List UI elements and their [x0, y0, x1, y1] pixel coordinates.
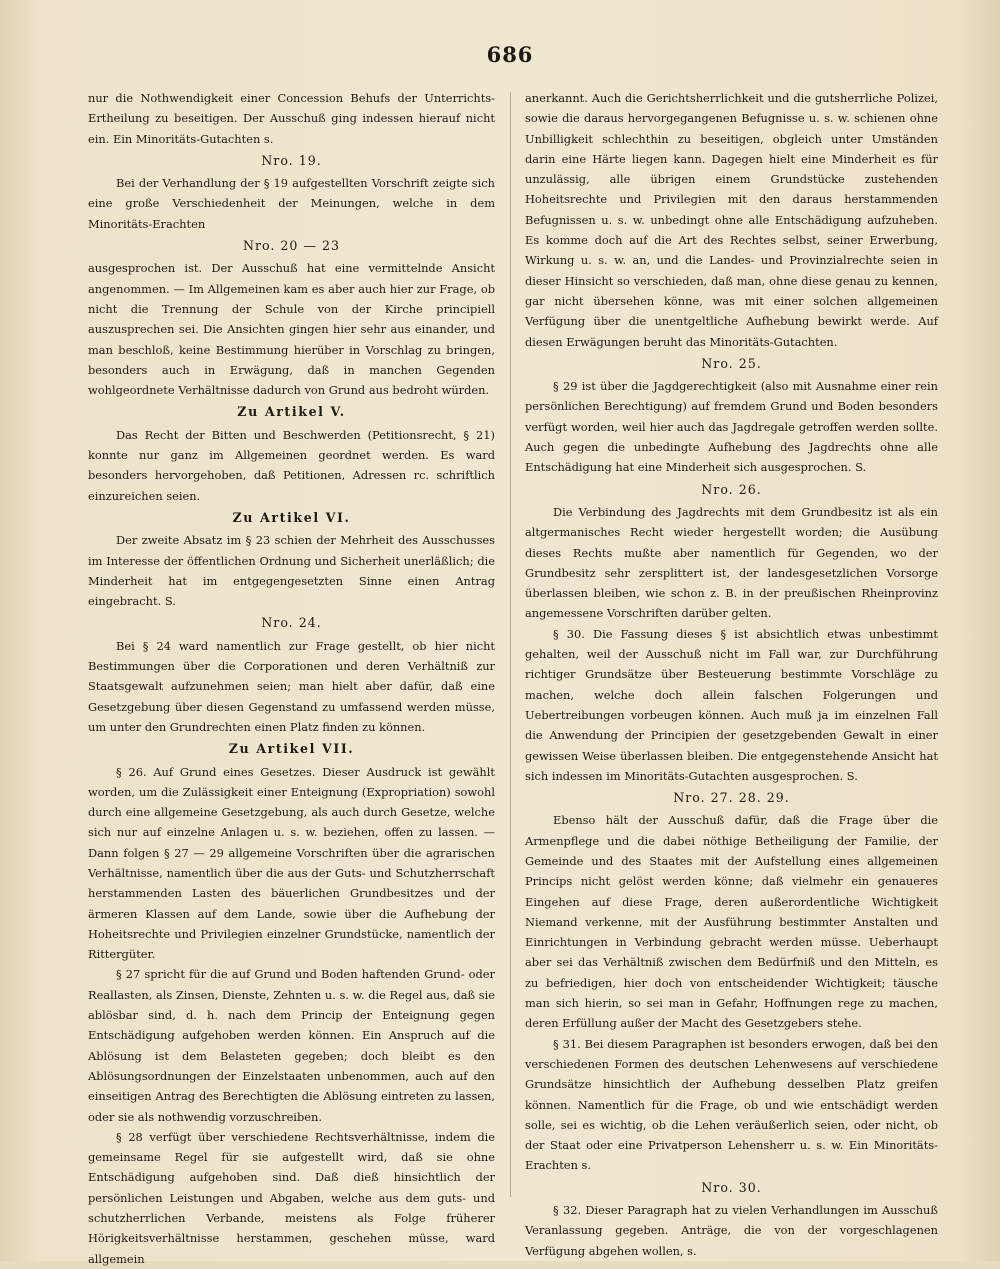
section-number-heading: Nro. 25.: [701, 355, 762, 371]
paragraph: ausgesprochen ist. Der Ausschuß hat eine vermittelnde Ansicht angenommen. — Im Allgemeinen kam es aber auch hier zur Frage, ob nicht die Trennung der Schule von der Kirche principiell auszusprechen sei. Die Ansichten gingen hier sehr aus einander, und man beschloß, keine Bestimmung hierüber in Vorschlag zu bringen, besonders auch in Erwägung, daß in manchen Gegenden wohlgeordnete Verhältnisse dadurch von Grund aus bedroht würden.: [88, 261, 495, 398]
paragraph: Das Recht der Bitten und Beschwerden (Petitionsrecht, § 21) konnte nur ganz im Allgemeinen geordnet werden. Es ward besonders hervorgehoben, daß Petitionen, Adressen rc. schriftlich einzureichen seien.: [88, 427, 495, 503]
page-number: 686: [486, 42, 534, 67]
section-number-heading: Nro. 26.: [701, 481, 762, 497]
section-number-heading: Nro. 27. 28. 29.: [673, 790, 790, 806]
paragraph: Bei § 24 ward namentlich zur Frage gestellt, ob hier nicht Bestimmungen über die Corporationen und deren Verhältniß zur Staatsgewalt aufzunehmen seien; man hielt aber dafür, daß eine Gesetzgebung über diesen Gegenstand zu umfassend werden müsse, um unter den Grundrechten einen Platz finden zu können.: [88, 638, 495, 734]
article-heading: Zu Artikel V.: [237, 404, 346, 420]
right-column: [525, 88, 938, 1261]
paragraph: nur die Nothwendigkeit einer Concession Behufs der Unterrichts-Ertheilung zu beseitigen. Der Ausschuß ging indessen hierauf nicht ein. Ein Minoritäts-Gutachten s.: [88, 91, 495, 146]
paragraph: § 30. Die Fassung dieses § ist absichtlich etwas unbestimmt gehalten, weil der Ausschuß nicht im Fall war, zur Durchführung richtiger Grundsätze über Besteuerung bestimmte Vorschläge zu machen, welche doch allein falschen Folgerungen und Uebertreibungen vorbeugen können. Auch muß ja im einzelnen Fall die Anwendung der Principien der gesetzgebenden Gewalt in einer gewissen Weise überlassen bleiben. Die entgegenstehende Ansicht hat sich indessen im Minoritäts-Gutachten ausgesprochen. S.: [525, 626, 938, 783]
paragraph: § 27 spricht für die auf Grund und Boden haftenden Grund- oder Reallasten, als Zinsen, Dienste, Zehnten u. s. w. die Regel aus, daß sie ablösbar sind, d. h. nach dem Princip der Enteignung gegen Entschädigung aufgehoben werden können. Ein Anspruch auf die Ablösung ist dem Belasteten gegeben; doch bleibt es den Ablösungsordnungen der Einzelstaaten unbenommen, auch auf den einseitigen Antrag des Berechtigten die Ablösung eintreten zu lassen, oder sie als nothwendig vorzuschreiben.: [88, 967, 495, 1124]
section-number-heading: Nro. 24.: [261, 615, 322, 631]
paragraph: Der zweite Absatz im § 23 schien der Mehrheit des Ausschusses im Interesse der öffentlichen Ordnung und Sicherheit unerläßlich; die Minderheit hat im entgegengesetzten Sinne einen Antrag eingebracht. S.: [88, 533, 495, 609]
article-heading: Zu Artikel VI.: [232, 509, 351, 525]
left-column: [88, 88, 495, 1269]
paragraph: anerkannt. Auch die Gerichtsherrlichkeit und die gutsherrliche Polizei, sowie die daraus hervorgegangenen Befugnisse u. s. w. schienen ohne Unbilligkeit schlechthin zu beseitigen, obgleich unter Umständen darin eine Härte liegen kann. Dagegen hielt eine Minderheit es für unzulässig, alle übrigen einem Grundstücke zustehenden Hoheitsrechte und Privilegien mit den daraus herstammenden Befugnissen u. s. w. unbedingt ohne alle Entschädigung aufzuheben. Es komme doch auf die Art des Rechtes selbst, seiner Erwerbung, Wirkung u. s. w. an, und die Landes- und Provinzialrechte seien in dieser Hinsicht so verschieden, daß man, ohne diese genau zu kennen, gar nicht übersehen könne, was mit einer solchen allgemeinen Verfügung über die unentgeltliche Aufhebung bewirkt werde. Auf diesen Erwägungen beruht das Minoritäts-Gutachten.: [525, 91, 938, 349]
paragraph: § 28 verfügt über verschiedene Rechtsverhältnisse, indem die gemeinsame Regel für sie aufgestellt wird, daß sie ohne Entschädigung aufgehoben sind. Daß dieß hinsichtlich der persönlichen Leistungen und Abgaben, welche aus dem guts- und schutzherrlichen Verbande, meistens als Folge früherer Hörigkeitsverhältnisse herstammen, geschehen müsse, ward allgemein: [88, 1129, 495, 1266]
section-number-heading: Nro. 20 — 23: [242, 238, 341, 254]
paragraph: Die Verbindung des Jagdrechts mit dem Grundbesitz ist als ein altgermanisches Recht wieder hergestellt worden; die Ausübung dieses Rechts mußte aber namentlich für Gegenden, wo der Grundbesitz sehr zersplittert ist, der landesgesetzlichen Vorsorge überlassen bleiben, wie schon z. B. in der preußischen Rheinprovinz angemessene Vorschriften darüber gelten.: [525, 504, 938, 621]
column-divider: [510, 92, 511, 1197]
paragraph: § 26. Auf Grund eines Gesetzes. Dieser Ausdruck ist gewählt worden, um die Zulässigkeit einer Enteignung (Expropriation) sowohl durch eine allgemeine Gesetzgebung, als auch durch Gesetze, welche sich nur auf einzelne Anlagen u. s. w. beziehen, offen zu lassen. — Dann folgen § 27 — 29 allgemeine Vorschriften über die agrarischen Verhältnisse, namentlich über die aus der Guts- und Schutzherrschaft herstammenden Lasten des bäuerlichen Grundbesitzes und der ärmeren Klassen auf dem Lande, sowie über die Aufhebung der Hoheitsrechte und Privilegien einzelner Grundstücke, namentlich der Rittergüter.: [88, 764, 495, 962]
paragraph: Bei der Verhandlung der § 19 aufgestellten Vorschrift zeigte sich eine große Verschiedenheit der Meinungen, welche in dem Minoritäts-Erachten: [88, 176, 495, 231]
article-heading: Zu Artikel VII.: [228, 741, 355, 757]
paragraph: § 29 ist über die Jagdgerechtigkeit (also mit Ausnahme einer rein persönlichen Berechtigung) auf fremdem Grund und Boden besonders verfügt worden, weil hier auch das Jagdregale getroffen werden sollte. Auch gegen die unbedingte Aufhebung des Jagdrechts ohne alle Entschädigung hat eine Minderheit sich ausgesprochen. S.: [525, 379, 938, 475]
paragraph: § 31. Bei diesem Paragraphen ist besonders erwogen, daß bei den verschiedenen Formen des deutschen Lehenwesens auf verschiedene Grundsätze hinsichtlich der Aufhebung desselben Platz greifen können. Namentlich für die Frage, ob und wie entschädigt werden solle, sei es wichtig, ob die Lehen veräußerlich seien, oder nicht, ob der Staat oder eine Privatperson Lehensherr u. s. w. Ein Minoritäts-Erachten s.: [525, 1036, 938, 1173]
section-number-heading: Nro. 30.: [701, 1179, 762, 1195]
paragraph: § 32. Dieser Paragraph hat zu vielen Verhandlungen im Ausschuß Veranlassung gegeben. Anträge, die von der vorgeschlagenen Verfügung abgehen wollen, s.: [525, 1203, 938, 1258]
section-number-heading: Nro. 19.: [261, 152, 322, 168]
paragraph: Ebenso hält der Ausschuß dafür, daß die Frage über die Armenpflege und die dabei nöthige Betheiligung der Familie, der Gemeinde und des Staates mit der Aufstellung eines allgemeinen Princips nicht gelöst werden könne; daß vielmehr ein genaueres Eingehen auf diese Frage, deren außerordentliche Wichtigkeit Niemand verkenne, mit der Ausführung bestimmter Anstalten und Einrichtungen in Verbindung gebracht werden müsse. Ueberhaupt aber sei das Verhältniß zwischen dem Bedürfniß und den Mitteln, es zu befriedigen, hier doch von entscheidender Wichtigkeit; täusche man sich hierin, so sei man in Gefahr, Hoffnungen rege zu machen, deren Erfüllung außer der Macht des Gesetzgebers stehe.: [525, 813, 938, 1031]
